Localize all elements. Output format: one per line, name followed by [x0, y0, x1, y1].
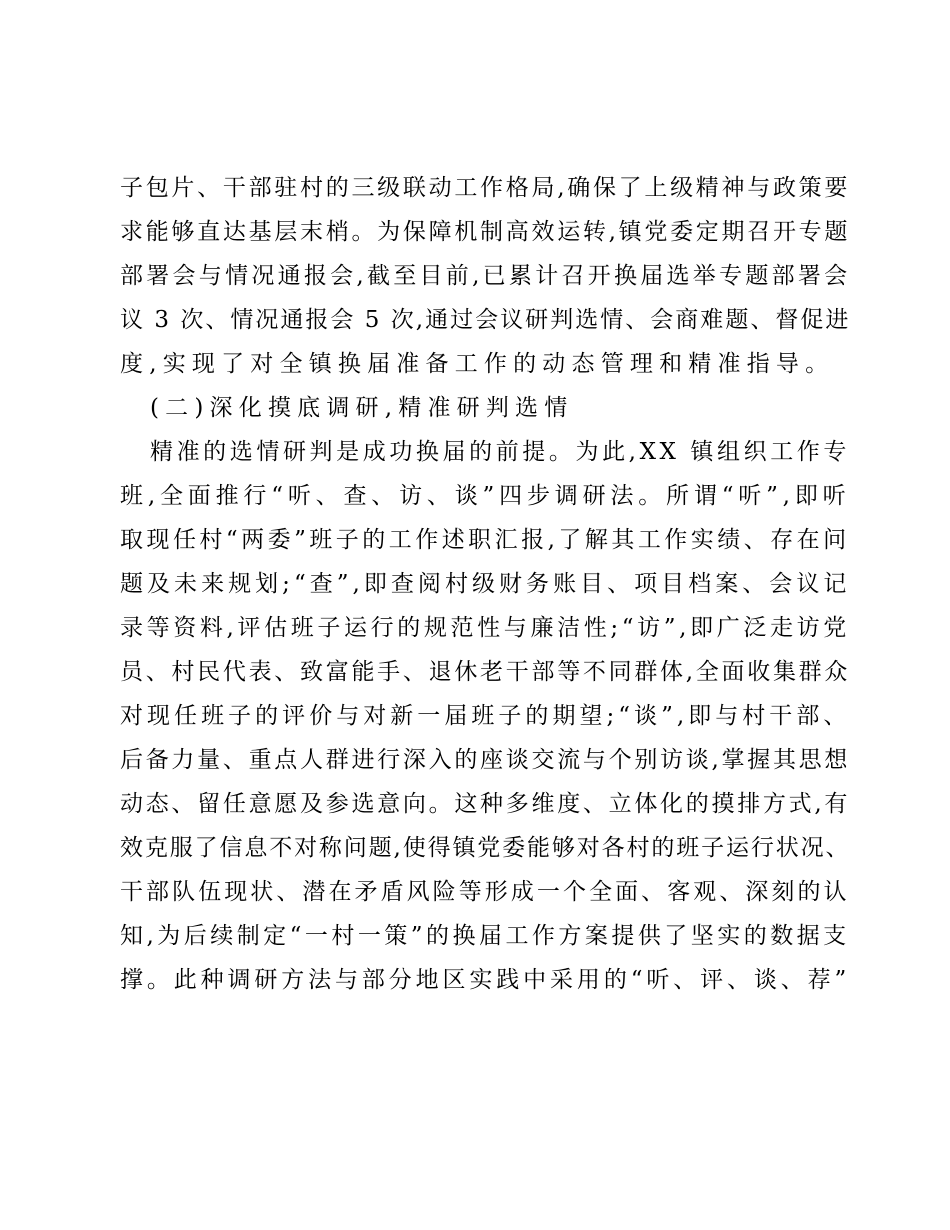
- paragraph-line: 求能够直达基层末梢。为保障机制高效运转,镇党委定期召开专题: [120, 219, 851, 245]
- paragraph-line: 后备力量、重点人群进行深入的座谈交流与个别访谈,掌握其思想: [120, 747, 851, 773]
- paragraph-line: 员、村民代表、致富能手、退休老干部等不同群体,全面收集群众: [120, 659, 851, 685]
- paragraph-line: 录等资料,评估班子运行的规范性与廉洁性;“访”,即广泛走访党: [120, 615, 850, 641]
- paragraph-line: 对现任班子的评价与对新一届班子的期望;“谈”,即与村干部、: [120, 703, 851, 729]
- paragraph-line: 撑。此种调研方法与部分地区实践中采用的“听、评、谈、荐”: [120, 967, 851, 993]
- paragraph-line: 议 3 次、情况通报会 5 次,通过会议研判选情、会商难题、督促进: [120, 307, 851, 333]
- paragraph-line: 取现任村“两委”班子的工作述职汇报,了解其工作实绩、存在问: [120, 527, 850, 553]
- paragraph-line: 动态、留任意愿及参选意向。这种多维度、立体化的摸排方式,有: [120, 791, 851, 817]
- paragraph-line: 效克服了信息不对称问题,使得镇党委能够对各村的班子运行状况、: [120, 835, 851, 861]
- section-heading: (二)深化摸底调研,精准研判选情: [150, 395, 574, 421]
- paragraph-line: 班,全面推行“听、查、访、谈”四步调研法。所谓“听”,即听: [120, 483, 851, 509]
- paragraph-line: 知,为后续制定“一村一策”的换届工作方案提供了坚实的数据支: [120, 923, 850, 949]
- paragraph-line: 精准的选情研判是成功换届的前提。为此,XX 镇组织工作专: [150, 439, 850, 465]
- paragraph-line: 干部队伍现状、潜在矛盾风险等形成一个全面、客观、深刻的认: [120, 879, 850, 905]
- paragraph-line: 子包片、干部驻村的三级联动工作格局,确保了上级精神与政策要: [120, 175, 851, 201]
- paragraph-line: 度,实现了对全镇换届准备工作的动态管理和精准指导。: [120, 351, 835, 377]
- paragraph-line: 部署会与情况通报会,截至目前,已累计召开换届选举专题部署会: [120, 263, 851, 289]
- paragraph-line: 题及未来规划;“查”,即查阅村级财务账目、项目档案、会议记: [120, 571, 851, 597]
